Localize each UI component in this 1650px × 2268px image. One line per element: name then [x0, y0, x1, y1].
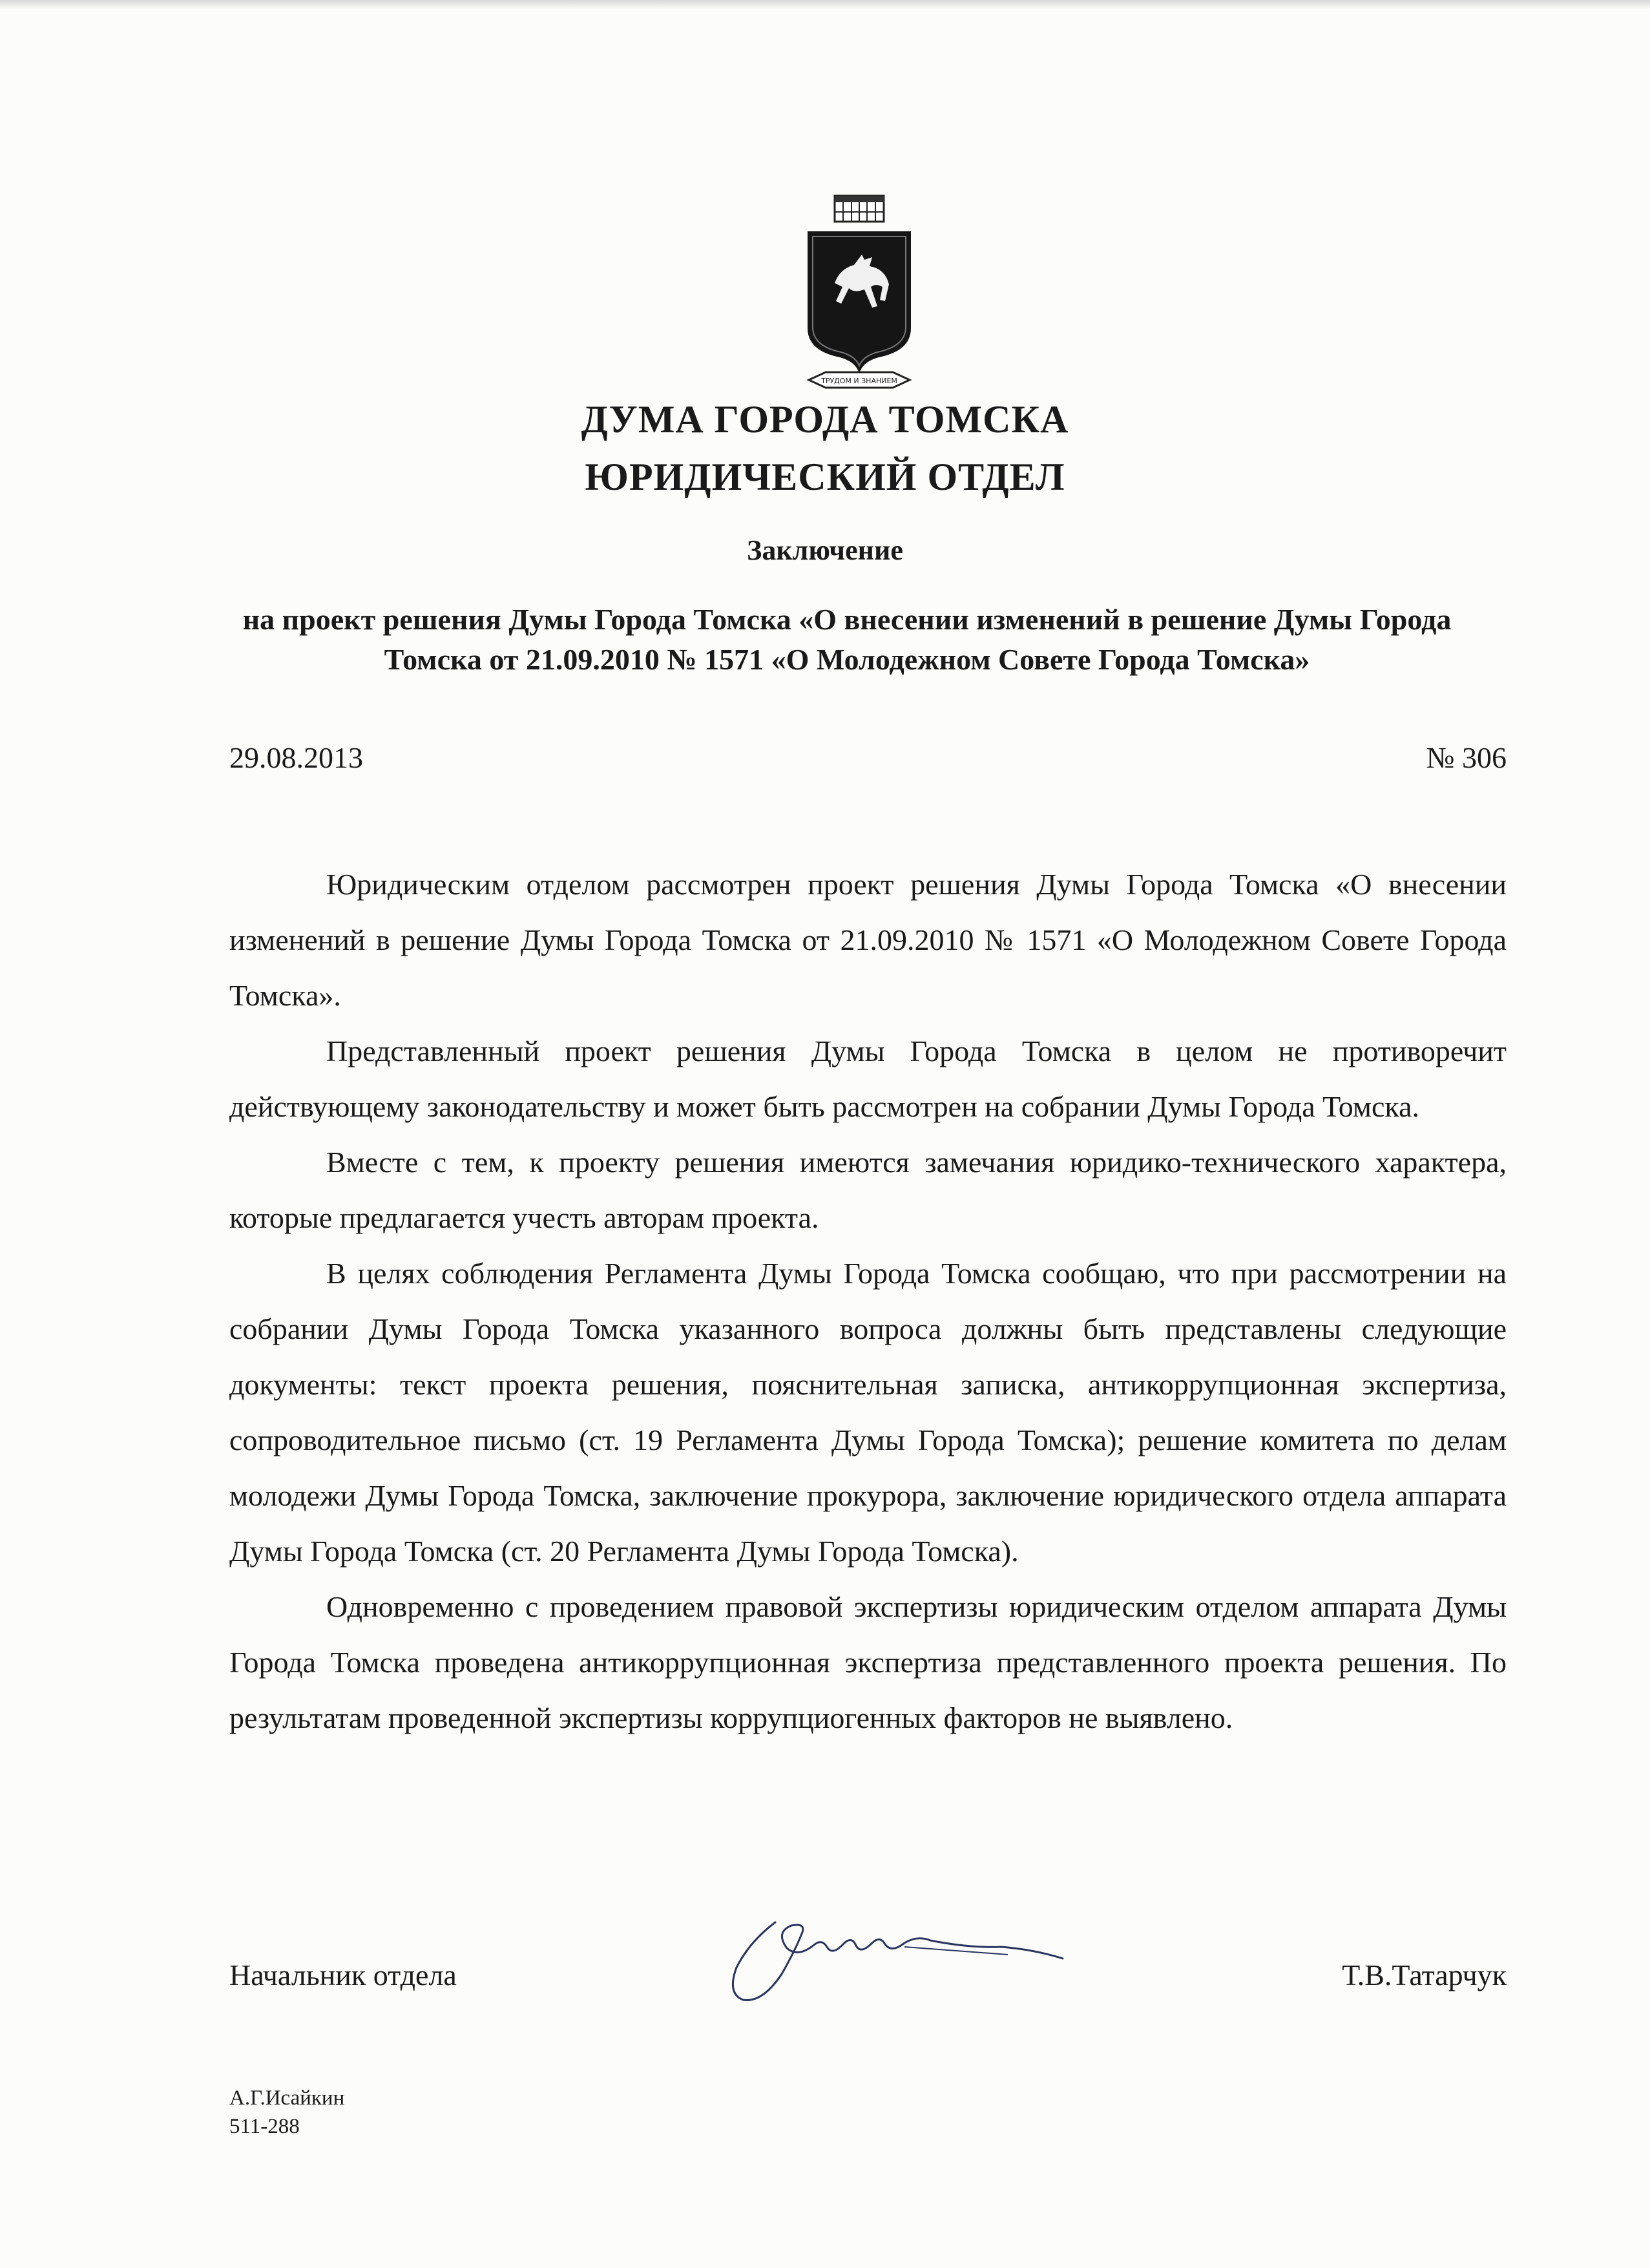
paragraph: Представленный проект решения Думы Города Томска в целом не противоречит действующему законодательству и может быть рассмотрен на собрании Думы Города Томска. [229, 1034, 1507, 1123]
scan-edge [0, 0, 1650, 9]
signature-block [229, 1958, 1507, 2010]
document-body [229, 857, 1507, 1746]
department-name: ЮРИДИЧЕСКИЙ ОТДЕЛ [585, 456, 1065, 498]
executor-info [229, 2084, 344, 2141]
paragraph: Одновременно с проведением правовой экспертизы юридическим отделом аппарата Думы Города Томска проведена антикоррупционная экспертиза представленного проекта решения. По результатам проведенной экспертизы коррупциогенных факторов не выявлено. [229, 1590, 1507, 1734]
document-type: Заключение [747, 534, 903, 566]
signer-title: Начальник отдела [229, 1958, 457, 1991]
organization-name: ДУМА ГОРОДА ТОМСКА [581, 398, 1069, 441]
paragraph: В целях соблюдения Регламента Думы Города Томска сообщаю, что при рассмотрении на собрании Думы Города Томска указанного вопроса должны быть представлены следующие документы: текст проекта решения, пояснительная записка, антикоррупционная экспертиза, сопроводительное письмо (ст. 19 Регламента Думы Города Томска); решение комитета по делам молодежи Думы Города Томска, заключение прокурора, заключение юридического отдела аппарата Думы Города Томска (ст. 20 Регламента Думы Города Томска). [229, 1257, 1507, 1568]
document-number: № 306 [1426, 741, 1507, 774]
executor-name: А.Г.Исайкин [229, 2086, 345, 2110]
document-date: 29.08.2013 [229, 741, 363, 774]
paragraph: Юридическим отделом рассмотрен проект решения Думы Города Томска «О внесении изменений в решение Думы Города Томска от 21.09.2010 № 1571 «О Молодежном Совете Города Томска». [229, 868, 1507, 1012]
city-emblem-icon [795, 193, 924, 403]
signer-name: Т.В.Татарчук [1342, 1958, 1507, 1991]
emblem-motto: ТРУДОМ И ЗНАНИЕМ [821, 377, 897, 385]
executor-phone: 511-288 [229, 2115, 300, 2138]
document-subject: на проект решения Думы Города Томска «О внесении изменений в решение Думы Города Томска от 21.09.2010 № 1571 «О Молодежном Совете Города Томска» [242, 603, 1452, 676]
paragraph: Вместе с тем, к проекту решения имеются замечания юридико-технического характера, которые предлагается учесть авторам проекта. [229, 1146, 1507, 1234]
